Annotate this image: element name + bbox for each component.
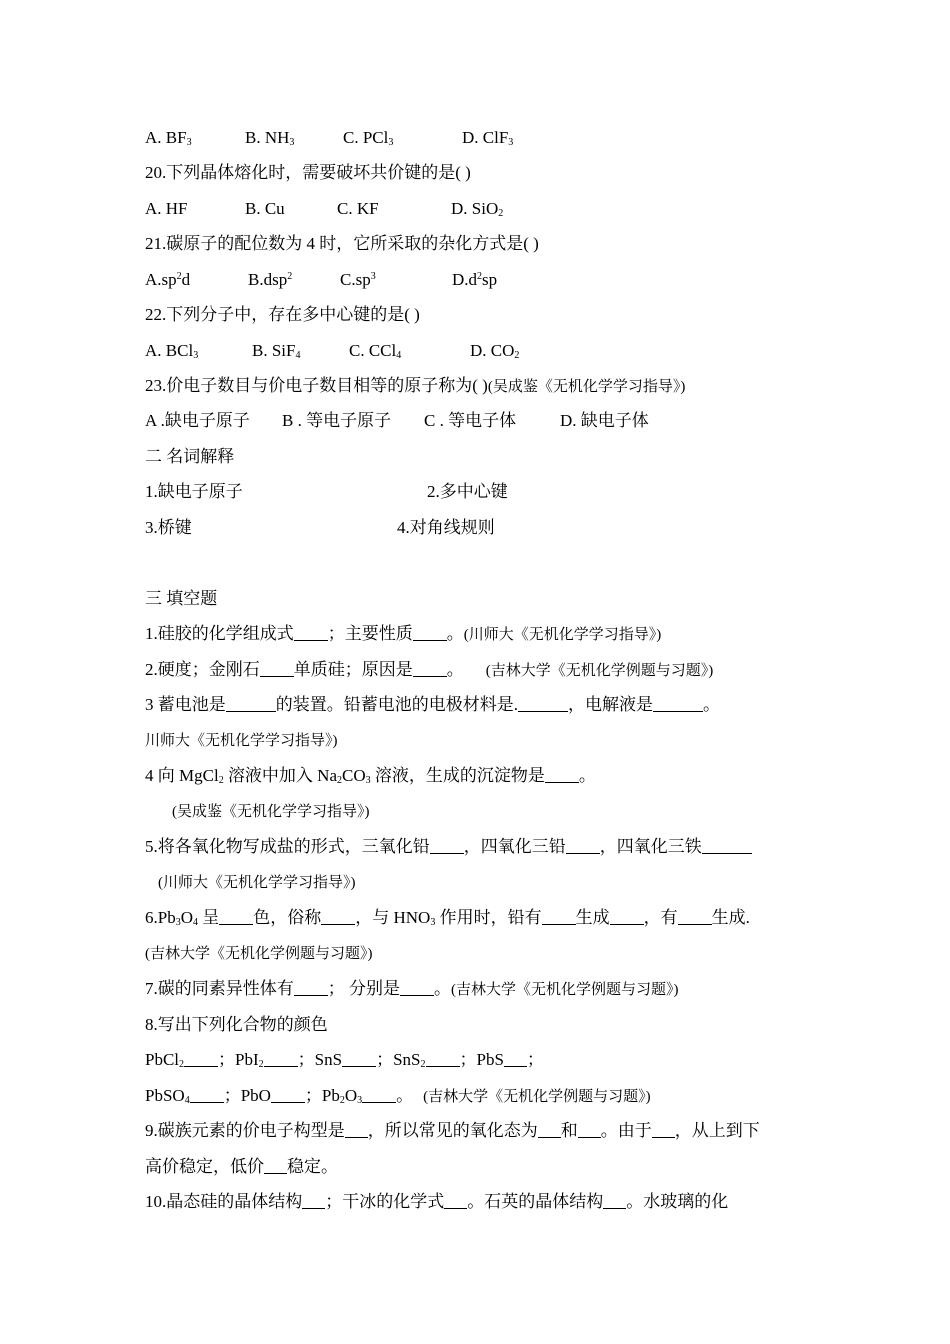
fill-q2-text: 2.硬度；金刚石	[145, 660, 260, 679]
q23-option-d: D. 缺电子体	[560, 411, 649, 430]
fill-q4-sub: 2	[337, 775, 343, 786]
fill-blank	[504, 1050, 527, 1067]
q23-stem-text: 23.价电子数目与价电子数目相等的原子称为( )	[145, 376, 488, 395]
fill-q8-row2	[145, 1084, 651, 1109]
fill-q6-text: 色，俗称	[253, 908, 322, 927]
compound: PbSO	[145, 1086, 185, 1105]
term-3: 3.桥键	[145, 518, 192, 537]
fill-q3-text: 3 蓄电池是	[145, 695, 226, 714]
term-4: 4.对角线规则	[397, 518, 495, 537]
fill-blank	[566, 837, 600, 854]
fill-q8-stem: 8.写出下列化合物的颜色	[145, 1015, 328, 1034]
fill-q4-text: CO	[342, 766, 366, 785]
fill-q9-text: ，所以常见的氧化态为	[367, 1121, 538, 1140]
fill-q6	[145, 906, 750, 930]
q19-options	[145, 126, 513, 150]
fill-q6-text: 呈	[198, 908, 220, 927]
fill-blank	[260, 660, 294, 677]
fill-q6-text: O	[180, 908, 193, 927]
q20-option-a: A. HF	[145, 199, 188, 218]
fill-q9-text: 稳定。	[287, 1157, 338, 1176]
fill-q6-text: ，与 HNO	[355, 908, 431, 927]
fill-q4-sub: 2	[218, 775, 224, 786]
q22-options	[145, 339, 519, 363]
fill-q9	[145, 1119, 760, 1143]
term-1: 1.缺电子原子	[145, 482, 243, 501]
fill-q6-text: 6.Pb	[145, 908, 176, 927]
fill-q1-text: 。	[446, 624, 464, 643]
fill-blank	[413, 624, 447, 641]
fill-blank	[542, 908, 576, 925]
fill-q6-text: 作用时，铅有	[435, 908, 542, 927]
fill-q5-text: ，四氧化三铁	[599, 837, 702, 856]
separator: ；	[223, 1086, 241, 1105]
q21-option-b: B.dsp$^2$	[248, 270, 293, 289]
fill-q2	[145, 658, 713, 683]
q19-option-b: B. $NH_3$	[245, 128, 295, 148]
fill-q2-text: 。	[446, 660, 464, 679]
fill-blank	[184, 1050, 218, 1067]
fill-blank	[610, 908, 644, 925]
q20-option-b: B. Cu	[245, 199, 285, 218]
fill-blank	[653, 695, 703, 712]
fill-q10-text: 。石英的晶体结构	[467, 1192, 604, 1211]
fill-q4	[145, 764, 596, 788]
compound: PbS	[476, 1050, 504, 1069]
section2-row2	[145, 516, 495, 540]
fill-q7-source: (吉林大学《无机化学例题与习题》)	[451, 982, 679, 998]
fill-blank	[294, 979, 328, 996]
compound: O	[344, 1086, 358, 1105]
fill-blank	[444, 1192, 467, 1209]
compound-sub: 2	[339, 1095, 345, 1106]
fill-blank	[264, 1050, 298, 1067]
fill-q7-text: ； 分别是	[327, 979, 400, 998]
q23-options	[145, 409, 649, 433]
fill-q7-text: 7.碳的同素异性体有	[145, 979, 294, 998]
fill-q3	[145, 693, 720, 717]
fill-q10-text: 。水玻璃的化	[626, 1192, 729, 1211]
fill-q4-sub: 3	[365, 775, 371, 786]
fill-q5	[145, 835, 752, 859]
fill-q10-text: 10.晶态硅的晶体结构	[145, 1192, 303, 1211]
compound: PbI	[235, 1050, 259, 1069]
fill-q7	[145, 977, 679, 1002]
fill-q6-text: 生成	[575, 908, 610, 927]
compound-sub: 2	[420, 1059, 426, 1070]
q23-option-a: A .缺电子原子	[145, 411, 250, 430]
fill-blank	[413, 660, 447, 677]
fill-q1-source: (川师大《无机化学学习指导》)	[463, 627, 662, 643]
fill-q6-text: ，有	[643, 908, 678, 927]
fill-blank	[678, 908, 712, 925]
fill-blank	[264, 1157, 287, 1174]
fill-q10	[145, 1190, 728, 1214]
compound: PbO	[240, 1086, 271, 1105]
compound: Pb	[321, 1086, 340, 1105]
fill-q8-row1	[145, 1048, 544, 1072]
fill-q6-sub: 3	[175, 917, 181, 928]
fill-blank	[302, 1192, 325, 1209]
q23-option-b: B . 等电子原子	[282, 411, 392, 430]
separator: ；	[304, 1086, 322, 1105]
q22-option-b: B. SiF$_4$	[252, 341, 301, 361]
fill-q1	[145, 622, 661, 647]
q22-option-c: C. CCl$_4$	[349, 341, 402, 361]
separator: ；	[526, 1050, 544, 1069]
fill-q1-text: 1.硅胶的化学组成式	[145, 624, 294, 643]
q23-source: (吴成鉴《无机化学学习指导》)	[487, 379, 686, 395]
fill-blank	[430, 837, 464, 854]
fill-blank	[362, 1086, 396, 1103]
fill-q3-text: 。	[703, 695, 720, 714]
fill-blank	[219, 908, 253, 925]
q21-option-d: $D.d^2sp$	[452, 270, 498, 289]
fill-blank	[652, 1121, 675, 1138]
compound: SnS	[393, 1050, 421, 1069]
fill-blank	[226, 695, 276, 712]
fill-blank	[271, 1086, 305, 1103]
separator: ；	[218, 1050, 236, 1069]
q21-option-c: $C.sp^3$	[340, 270, 376, 289]
fill-blank	[518, 695, 568, 712]
fill-blank	[578, 1121, 601, 1138]
fill-q9-text: 9.碳族元素的价电子构型是	[145, 1121, 345, 1140]
fill-q9-text: 和	[560, 1121, 578, 1140]
fill-q2-source: (吉林大学《无机化学例题与习题》)	[485, 663, 714, 679]
fill-q9-text: ，从上到下	[674, 1121, 760, 1140]
q20-option-d: D. SiO$_2$	[451, 199, 504, 219]
compound-sub: 3	[357, 1095, 363, 1106]
q20-options	[145, 197, 503, 221]
compound: PbCl	[145, 1050, 180, 1069]
fill-q4-text: 溶液，生成的沉淀物是	[370, 766, 545, 785]
fill-blank	[345, 1121, 368, 1138]
fill-q1-text: ；主要性质	[327, 624, 413, 643]
separator: ；	[297, 1050, 315, 1069]
fill-q5-source: (川师大《无机化学学习指导》)	[158, 875, 356, 891]
q21-stem: 21.碳原子的配位数为 4 时，它所采取的杂化方式是( )	[145, 234, 539, 253]
fill-q10-text: ；干冰的化学式	[325, 1192, 445, 1211]
fill-blank	[294, 624, 328, 641]
q20-option-c: C. KF	[337, 199, 379, 218]
fill-q5-text: ，四氧化三铅	[463, 837, 566, 856]
q21-options	[145, 268, 497, 292]
fill-q4-text: 溶液中加入 Na	[223, 766, 338, 785]
q20-stem: 20.下列晶体熔化时，需要破坏共价键的是( )	[145, 163, 471, 182]
q21-option-a: $A.sp^2d$	[145, 270, 191, 289]
term-2: 2.多中心键	[427, 482, 508, 501]
separator: 。	[396, 1086, 414, 1105]
compound: SnS	[314, 1050, 343, 1069]
fill-q4-source: (吴成鉴《无机化学学习指导》)	[172, 804, 370, 820]
fill-blank	[538, 1121, 561, 1138]
fill-q6-source: (吉林大学《无机化学例题与习题》)	[145, 946, 373, 962]
q19-option-d: D. ClF$_3$	[462, 128, 514, 148]
fill-q6-sub: 3	[430, 917, 436, 928]
q19-option-a: A. $BF_3$	[145, 128, 192, 148]
q23-stem	[145, 374, 685, 399]
fill-q3-text: 的装置。铅蓄电池的电极材料是.	[275, 695, 518, 714]
q22-option-d: D. $CO_2$	[470, 341, 520, 361]
fill-q4-text: 4 向 MgCl	[145, 766, 219, 785]
fill-q2-text: 单质硅；原因是	[293, 660, 413, 679]
fill-q4-text: 。	[578, 766, 596, 785]
q22-option-a: A. BCl$_3$	[145, 341, 199, 361]
q23-option-c: C . 等电子体	[424, 411, 517, 430]
fill-q3-text: ，电解液是	[568, 695, 653, 714]
fill-blank	[702, 837, 752, 854]
fill-q8-source: (吉林大学《无机化学例题与习题》)	[423, 1089, 651, 1105]
q19-option-c: C. PCl$_3$	[343, 128, 394, 148]
fill-blank	[603, 1192, 626, 1209]
fill-q6-sub: 4	[193, 917, 198, 928]
fill-blank	[400, 979, 434, 996]
fill-q7-text: 。	[434, 979, 451, 998]
compound-sub: 2	[179, 1059, 185, 1070]
section2-row1	[145, 480, 508, 504]
section2-title: 二 名词解释	[145, 447, 235, 466]
separator: ；	[459, 1050, 477, 1069]
fill-q9-text: 高价稳定，低价	[145, 1157, 264, 1176]
fill-q5-text: 5.将各氧化物写成盐的形式，三氧化铅	[145, 837, 430, 856]
fill-blank	[342, 1050, 376, 1067]
q22-stem: 22.下列分子中，存在多中心键的是( )	[145, 305, 420, 324]
fill-q9-text: 。由于	[600, 1121, 652, 1140]
fill-blank	[426, 1050, 460, 1067]
fill-blank	[545, 766, 579, 783]
section3-title: 三 填空题	[145, 589, 218, 608]
compound-sub: 4	[184, 1095, 190, 1106]
compound-sub: 2	[258, 1059, 264, 1070]
fill-blank	[190, 1086, 224, 1103]
fill-blank	[321, 908, 355, 925]
separator: ；	[376, 1050, 394, 1069]
fill-q3-source: 川师大《无机化学学习指导》)	[145, 733, 338, 749]
fill-q6-text: 生成.	[711, 908, 750, 927]
fill-q9-line2	[145, 1155, 338, 1179]
